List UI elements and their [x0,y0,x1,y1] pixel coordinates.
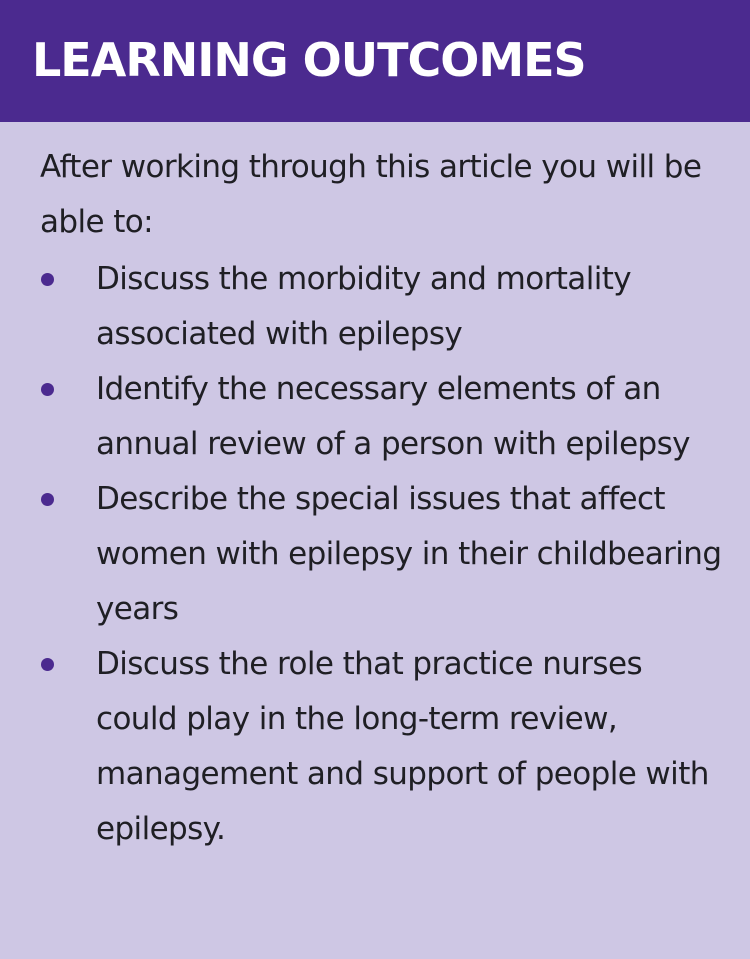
outcome-text: Discuss the role that practice nurses could play in the long-term review, management and support of people with epilepsy. [96,646,709,847]
outcome-item [40,472,730,637]
outcome-text: Identify the necessary elements of an annual review of a person with epilepsy [96,371,690,462]
outcome-item [40,637,730,857]
outcome-text: Describe the special issues that affect women with epilepsy in their childbearing years [96,481,722,627]
bullet-dot-icon [41,493,54,506]
bullet-dot-icon [41,383,54,396]
outcome-text: Discuss the morbidity and mortality associated with epilepsy [96,261,632,352]
box-title: LEARNING OUTCOMES [32,33,586,87]
learning-outcomes-content [40,140,730,857]
header-bar [0,0,750,122]
outcome-item [40,362,730,472]
outcome-item [40,252,730,362]
outcomes-list [40,252,730,857]
bullet-dot-icon [41,273,54,286]
intro-text: After working through this article you will be able to: [40,149,702,240]
bullet-dot-icon [41,658,54,671]
